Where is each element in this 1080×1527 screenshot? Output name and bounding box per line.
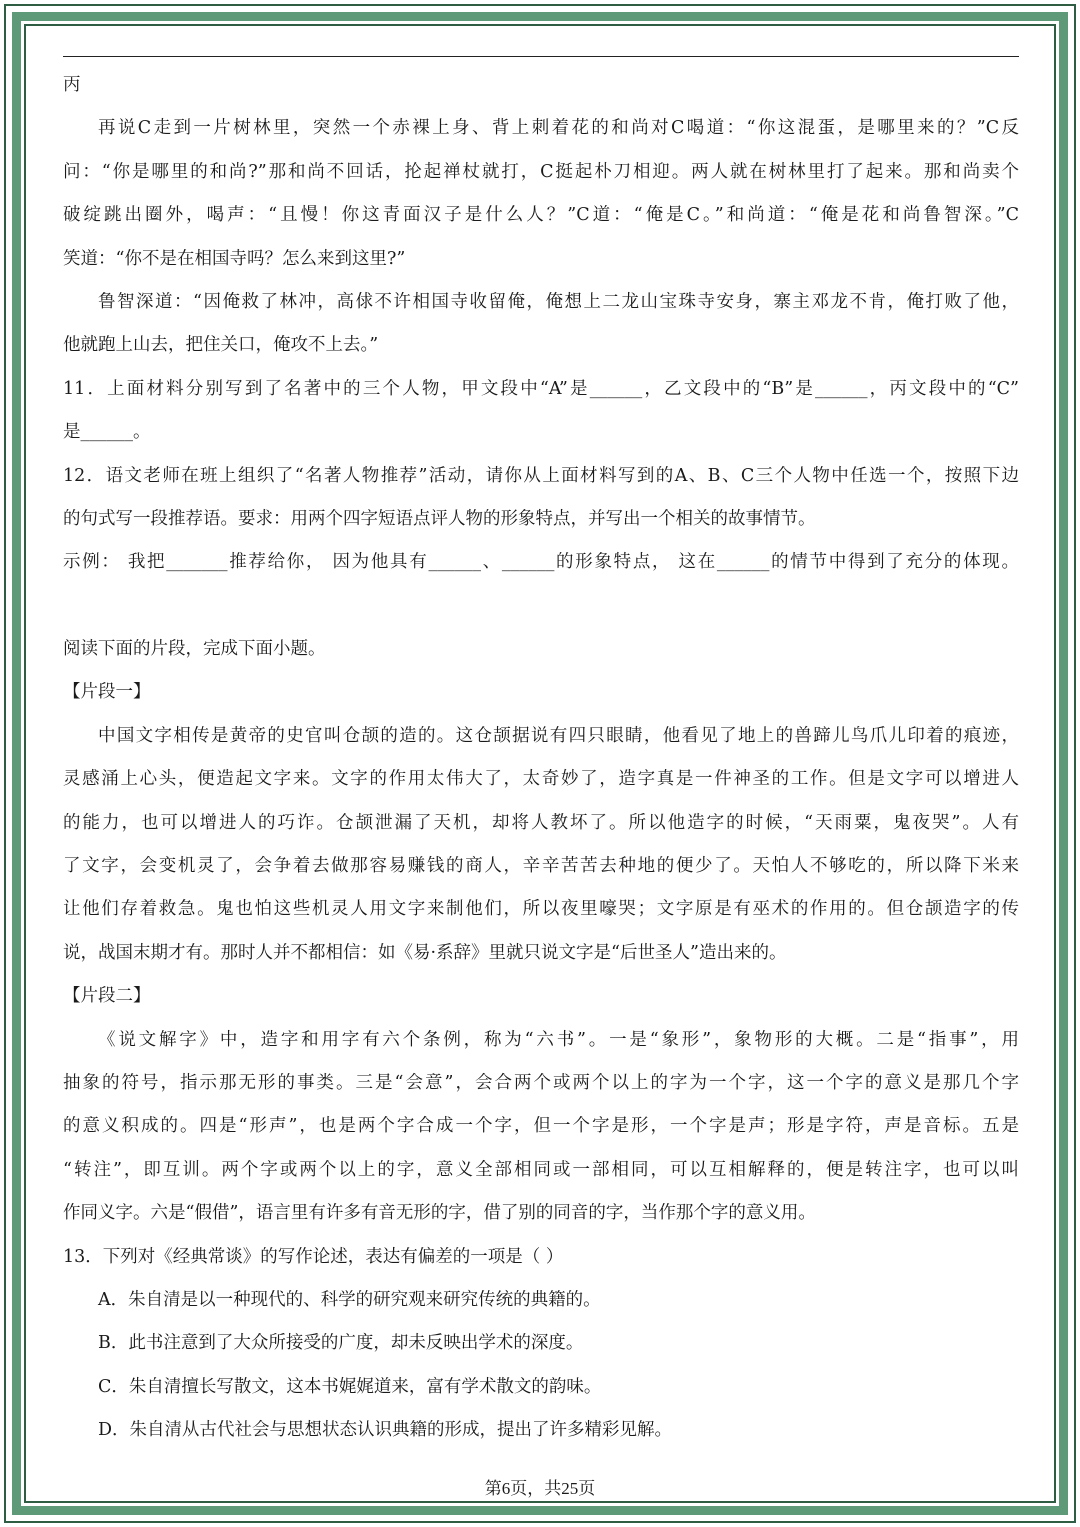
question-13-option-b: B．此书注意到了大众所接受的广度，却未反映出学术的深度。 xyxy=(98,1333,584,1354)
fragment-2-line: 《说文解字》中，造字和用字有六个条例，称为“六书”。一是“象形”，象物形的大概。二是“指事”，用 xyxy=(98,1029,1019,1050)
question-13-option-d: D．朱自清从古代社会与思想状态认识典籍的形成，提出了许多精彩见解。 xyxy=(98,1420,673,1441)
fragment-1-line: 灵感涌上心头，便造起文字来。文字的作用太伟大了，太奇妙了，造字真是一件神圣的工作。但是文字可以增进人 xyxy=(63,769,1019,790)
fragment-2-line: 抽象的符号，指示那无形的事类。三是“会意”，会合两个或两个以上的字为一个字，这一个字的意义是那几个字 xyxy=(63,1072,1019,1093)
bing-paragraph-line: 笑道：“你不是在相国寺吗？怎么来到这里?” xyxy=(63,248,406,269)
bing-paragraph-line: 鲁智深道：“因俺救了林冲，高俅不许相国寺收留俺，俺想上二龙山宝珠寺安身，寨主邓龙不肯，俺打败了他， xyxy=(98,291,1019,312)
fragment-1-line: 了文字，会变机灵了，会争着去做那容易赚钱的商人，辛辛苦苦去种地的便少了。天怕人不够吃的，所以降下米来 xyxy=(63,856,1019,877)
fragment-2-line: 的意义积成的。四是“形声”，也是两个字合成一个字，但一个字是形，一个字是声；形是字符，声是音标。五是 xyxy=(63,1116,1019,1137)
fragment-1-line: 的能力，也可以增进人的巧诈。仓颉泄漏了天机，却将人教坏了。所以他造字的时候，“天雨粟，鬼夜哭”。人有 xyxy=(63,812,1019,833)
blank-spacer xyxy=(63,585,1019,628)
reading-intro: 阅读下面的片段，完成下面小题。 xyxy=(63,639,326,660)
header-rule xyxy=(63,56,1019,57)
bing-paragraph-line: 再说C走到一片树林里，突然一个赤裸上身、背上刺着花的和尚对C喝道：“你这混蛋，是哪里来的？”C反 xyxy=(98,118,1019,139)
question-13-option-a: A．朱自清是以一种现代的、科学的研究观来研究传统的典籍的。 xyxy=(98,1289,601,1310)
question-11-line: 11．上面材料分别写到了名著中的三个人物，甲文段中“A”是______，乙文段中的“B”是______，丙文段中的“C” xyxy=(63,378,1019,399)
question-11-line: 是______。 xyxy=(63,422,151,443)
section-label-bing: 丙 xyxy=(63,75,81,95)
fragment-1-line: 说，战国末期才有。那时人并不都相信：如《易·系辞》里就只说文字是“后世圣人”造出来的。 xyxy=(63,942,787,963)
bing-paragraph-line: 破绽跳出圈外，喝声：“且慢！你这青面汉子是什么人？”C道：“俺是C。”和尚道：“俺是花和尚鲁智深。”C xyxy=(63,205,1019,226)
fragment-2-line: “转注”，即互训。两个字或两个以上的字，意义全部相同或一部相同，可以互相解释的，便是转注字，也可以叫 xyxy=(63,1159,1019,1180)
question-12-line: 12．语文老师在班上组织了“名著人物推荐”活动，请你从上面材料写到的A、B、C三个人物中任选一个，按照下边 xyxy=(63,465,1019,486)
bing-paragraph-line: 问：“你是哪里的和尚?”那和尚不回话，抡起禅杖就打，C挺起朴刀相迎。两人就在树林里打了起来。那和尚卖个 xyxy=(63,161,1019,182)
fragment-1-line: 中国文字相传是黄帝的史官叫仓颉的造的。这仓颉据说有四只眼睛，他看见了地上的兽蹄儿鸟爪儿印着的痕迹， xyxy=(98,725,1019,746)
bing-paragraph-line: 他就跑上山去，把住关口，俺攻不上去。” xyxy=(63,335,379,356)
question-13-option-c: C．朱自清擅长写散文，这本书娓娓道来，富有学术散文的韵味。 xyxy=(98,1376,602,1397)
fragment-2-label: 【片段二】 xyxy=(63,986,151,1007)
fragment-1-line: 让他们存着救急。鬼也怕这些机灵人用文字来制他们，所以夜里嚎哭；文字原是有巫术的作用的。但仓颉造字的传 xyxy=(63,899,1019,920)
document-body xyxy=(63,64,1019,1453)
page-number: 第6页，共25页 xyxy=(484,1479,596,1498)
document-page xyxy=(63,50,1019,1470)
fragment-2-line: 作同义字。六是“假借”，语言里有许多有音无形的字，借了别的同音的字，当作那个字的意义用。 xyxy=(63,1203,816,1224)
question-12-line: 的句式写一段推荐语。要求：用两个四字短语点评人物的形象特点，并写出一个相关的故事情节。 xyxy=(63,508,816,529)
question-13-stem: 13．下列对《经典常谈》的写作论述，表达有偏差的一项是（ ） xyxy=(63,1246,564,1267)
fragment-1-label: 【片段一】 xyxy=(63,682,151,703)
question-12-example: 示例： 我把_______推荐给你， 因为他具有______、______的形象特点， 这在______的情节中得到了充分的体现。 xyxy=(63,552,1019,573)
